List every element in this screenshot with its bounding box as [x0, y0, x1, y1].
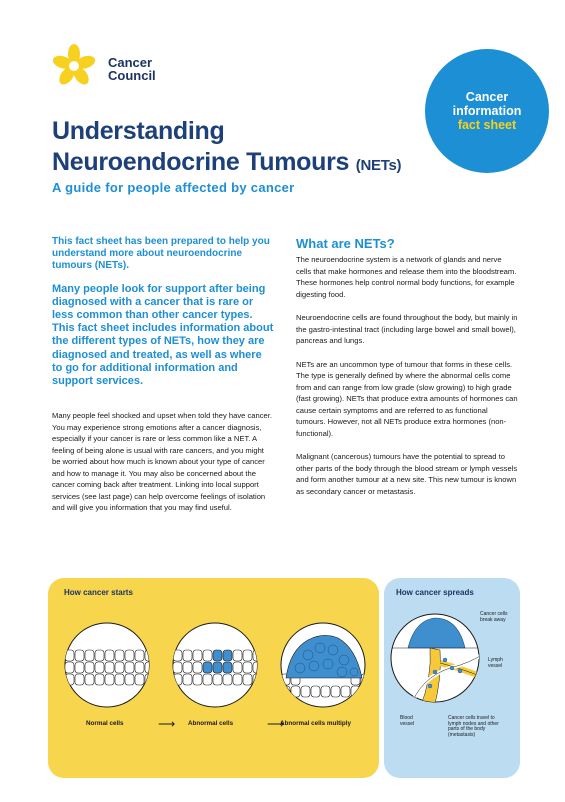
arrow-icon: ⟶	[158, 717, 176, 731]
intro-paragraph-1: This fact sheet has been prepared to help you understand more about neuroendocrine tumours (NETs).	[52, 236, 270, 272]
page-subtitle: A guide for people affected by cancer	[52, 180, 295, 195]
what-are-nets-section	[296, 236, 518, 509]
how-cancer-starts-panel	[48, 578, 379, 778]
normal-cells-illustration	[62, 620, 152, 710]
metastasis-label: Cancer cells travel to lymph nodes and other parts of the body (metastasis)	[448, 715, 499, 738]
daffodil-icon	[48, 44, 100, 90]
nets-paragraph-2: Neuroendocrine cells are found throughout the body, but mainly in the gastro-intestinal tract (including large bowel and small bowel), pancreas and lungs.	[296, 313, 518, 345]
intro-paragraph-2: Many people look for support after being diagnosed with a cancer that is rare or less common than other cancer types. This fact sheet includes information about the different types of NETs, how they are diagnosed and treated, as well as where to go for additional information and support services.	[52, 282, 274, 388]
panel-title: How cancer spreads	[396, 588, 474, 597]
intro-text	[52, 236, 274, 398]
fact-sheet-badge: Cancer information fact sheet	[425, 49, 549, 173]
left-body-paragraph: Many people feel shocked and upset when told they have cancer. You may experience strong emotions after a cancer diagnosis, especially if your cancer is rare or less common like a NET. A feeling of being alone is usual with rare cancers, and you might be worried about how much is known about your type of cancer and how to manage it. You may also be concerned about the cancer coming back after treatment. Linking into local support services (see last page) can help overcome feelings of isolation and will give you information that you may find useful.	[52, 411, 272, 512]
nets-paragraph-3: NETs are an uncommon type of tumour that forms in these cells. The type is generally defined by where the abnormal cells come from and can range from low grade (slow growing) to high grade (fast growing). NETs that produce extra amounts of hormones can cause certain symptoms and are referred to as functional tumours. However, not all NETs produce extra hormones (non-functional).	[296, 359, 518, 438]
cancer-spread-illustration	[390, 608, 480, 708]
cancer-council-logo	[48, 44, 178, 90]
page-title: Understanding Neuroendocrine Tumours (NETs)	[52, 117, 402, 176]
logo-wordmark: Cancer Council	[108, 55, 156, 83]
cells-multiply-illustration	[278, 620, 368, 710]
abnormal-cells-label: Abnormal cells	[188, 720, 234, 727]
panel-title: How cancer starts	[64, 588, 133, 597]
normal-cells-label: Normal cells	[86, 720, 124, 727]
how-cancer-spreads-panel	[384, 578, 520, 778]
abnormal-cells-illustration	[170, 620, 260, 710]
lymph-vessel-label: Lymph vessel	[488, 657, 503, 669]
cells-multiply-label: Abnormal cells multiply	[280, 720, 352, 727]
blood-vessel-label: Blood vessel	[400, 715, 415, 727]
nets-paragraph-1: The neuroendocrine system is a network of glands and nerve cells that make hormones and release them into the bloodstream. These hormones help control normal body functions, for example digesting food.	[296, 255, 517, 299]
arrow-icon: ⟶	[267, 717, 285, 731]
section-heading: What are NETs?	[296, 236, 395, 251]
cancer-cells-break-away-label: Cancer cells break away	[480, 611, 508, 623]
nets-paragraph-4: Malignant (cancerous) tumours have the potential to spread to other parts of the body through the blood stream or lymph vessels and form another tumour at a new site. This new tumour is known as secondary cancer or metastasis.	[296, 452, 518, 496]
